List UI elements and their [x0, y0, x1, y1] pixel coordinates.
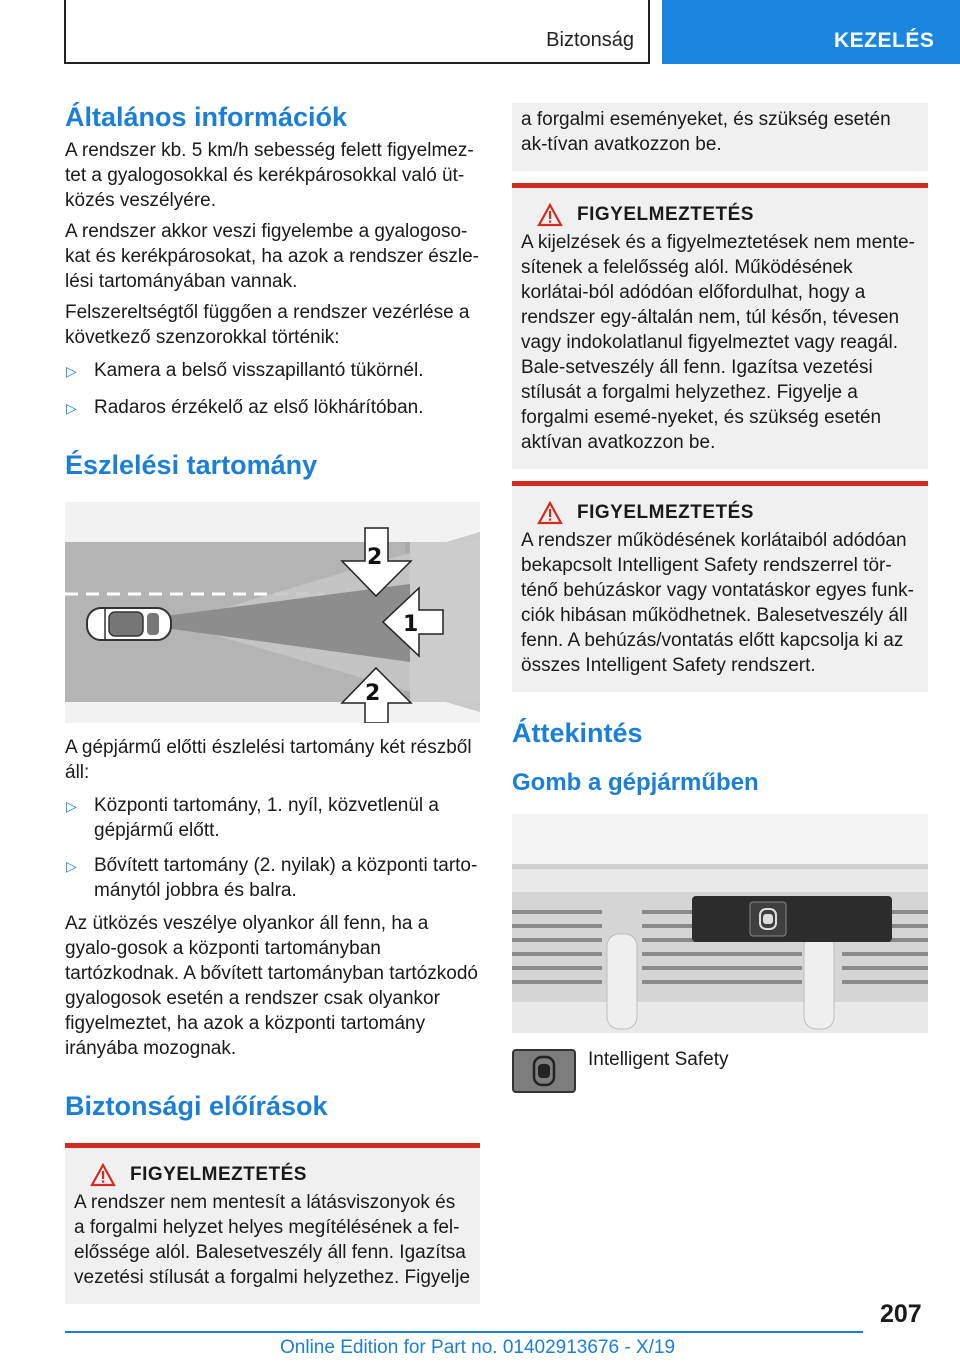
warning-box-1	[65, 1143, 480, 1304]
general-paragraph-1: A rendszer kb. 5 km/h sebesség felett figyelmez-tet a gyalogosokkal és kerékpárosokkal való üt-közés veszélyére.	[65, 140, 474, 211]
triangle-bullet-icon: ▷	[66, 400, 77, 416]
range-heading: Észlelési tartomány	[65, 450, 318, 480]
triangle-bullet-icon: ▷	[66, 798, 77, 814]
arrow-label-top: 2	[367, 545, 383, 570]
header-section-box	[64, 0, 650, 64]
warning-title-1: FIGYELMEZTETÉS	[130, 1164, 307, 1185]
range-paragraph-2: Az ütközés veszélye olyankor áll fenn, ha a gyalo-gosok a központi tartományban tartózkodnak. A bővített tartományban tartózkodó gyalogosok esetén a rendszer csak olyankor figyelmeztet, ha azok a központi tartomány irányába mozognak.	[65, 913, 478, 1059]
page-number: 207	[880, 1300, 922, 1328]
range-list	[65, 793, 480, 903]
warning-box-1-continued	[512, 103, 928, 171]
warning-text-3: A rendszer működésének korlátaiból adódóan bekapcsolt Intelligent Safety rendszerrel tör-ténő behúzáskor vagy vontatáskor egyes funk-ciók hibásan működhetnek. Balesetveszély áll fenn. A behúzás/vontatás előtt kapcsolja ki az összes Intelligent Safety rendszert.	[521, 530, 914, 676]
right-column	[512, 103, 928, 1093]
dashboard-button-figure	[512, 814, 928, 1033]
car-icon	[87, 608, 171, 640]
warning-triangle-icon	[537, 501, 563, 525]
left-column	[65, 100, 480, 1304]
button-label: Intelligent Safety	[588, 1049, 729, 1070]
list-item: ▷ Radaros érzékelő az első lökhárítóban.	[65, 395, 480, 420]
overview-heading: Áttekintés	[512, 718, 643, 748]
list-item: ▷ Kamera a belső visszapillantó tükörnél.	[65, 358, 480, 383]
header-chapter-tab[interactable]: KEZELÉS	[662, 0, 960, 64]
sensor-list	[65, 358, 480, 420]
button-heading: Gomb a gépjárműben	[512, 769, 759, 796]
general-paragraph-3: Felszereltségtől függően a rendszer vezérlése a következő szenzorokkal történik:	[65, 302, 470, 348]
warning-title-3: FIGYELMEZTETÉS	[577, 502, 754, 523]
triangle-bullet-icon: ▷	[66, 858, 77, 874]
arrow-label-bottom: 2	[365, 681, 381, 706]
button-legend	[512, 1049, 928, 1093]
footer-divider	[65, 1331, 863, 1333]
range-paragraph-1: A gépjármű előtti észlelési tartomány két részből áll:	[65, 737, 472, 783]
warning-triangle-icon	[537, 203, 563, 227]
safety-heading: Biztonsági előírások	[65, 1091, 328, 1121]
general-paragraph-2: A rendszer akkor veszi figyelembe a gyalogoso-kat és kerékpárosokat, ha azok a rendszer észle-lési tartományában vannak.	[65, 221, 479, 292]
intelligent-safety-button-icon[interactable]	[750, 902, 786, 936]
list-item: ▷ Központi tartomány, 1. nyíl, közvetlenül a gépjármű előtt.	[66, 795, 439, 841]
general-heading: Általános információk	[65, 102, 348, 132]
warning-text-2: A kijelzések és a figyelmeztetések nem mente-sítenek a felelősség alól. Működésének korlátai-ból adódóan előfordulhat, hogy a rendszer egy-általán nem, túl későn, tévesen vagy indokolatlanul figyelmeztet vagy reagál. Bale-setveszély áll fenn. Igazítsa vezetési stílusát a forgalmi helyzethez. Figyelje a forgalmi esemé-nyeket, és szükség esetén aktívan avatkozzon be.	[521, 232, 915, 453]
warning-box-2	[512, 183, 928, 469]
list-item: ▷ Bővített tartomány (2. nyilak) a központi tarto-mánytól jobbra és balra.	[66, 855, 478, 901]
warning-box-3	[512, 481, 928, 692]
header-section: Biztonság	[546, 29, 634, 51]
warning-text-1: A rendszer nem mentesít a látásviszonyok és a forgalmi helyzet helyes megítélésének a fel-előssége alól. Balesetveszély áll fenn. Igazítsa vezetési stílusát a forgalmi helyzethez. Figyelje	[74, 1192, 471, 1288]
warning-triangle-icon	[90, 1163, 116, 1187]
detection-range-figure	[65, 502, 480, 723]
intelligent-safety-button-icon	[512, 1049, 576, 1093]
warning-text-1-continued: a forgalmi eseményeket, és szükség esetén ak-tívan avatkozzon be.	[521, 109, 891, 155]
arrow-label-middle: 1	[403, 612, 419, 637]
triangle-bullet-icon: ▷	[66, 363, 77, 379]
footer-edition: Online Edition for Part no. 01402913676 - X/19	[280, 1337, 676, 1358]
warning-title-2: FIGYELMEZTETÉS	[577, 204, 754, 225]
